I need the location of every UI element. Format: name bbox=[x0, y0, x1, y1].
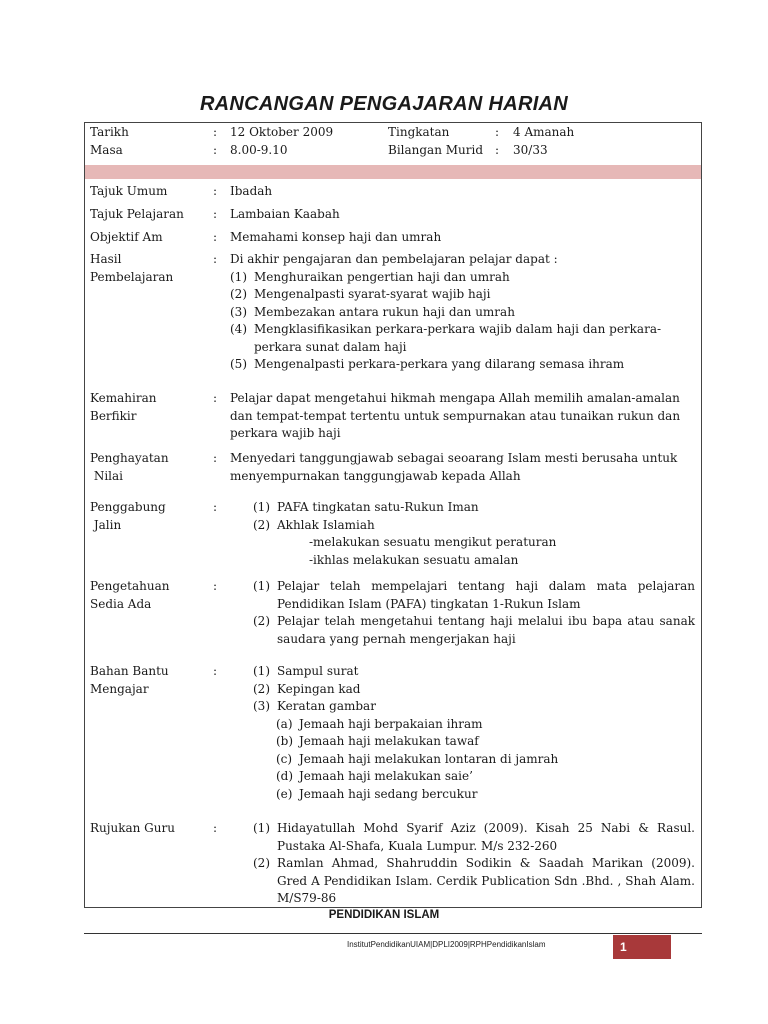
list-text: Jemaah haji berpakaian ihram bbox=[299, 716, 483, 731]
pengetahuan-label bbox=[90, 578, 212, 613]
list-marker: (c) bbox=[276, 751, 293, 766]
hasil-list bbox=[207, 269, 695, 374]
list-item bbox=[230, 681, 695, 699]
footer-subject: PENDIDIKAN ISLAM bbox=[328, 909, 440, 921]
list-marker: (b) bbox=[276, 734, 294, 748]
colon: : bbox=[213, 500, 218, 514]
hasil-label bbox=[90, 251, 212, 286]
list-item bbox=[230, 499, 695, 517]
hasil-intro: Di akhir pengajaran dan pembelajaran pelajar dapat : bbox=[230, 252, 558, 266]
penggabung-value bbox=[230, 499, 695, 569]
colon: : bbox=[495, 125, 500, 139]
list-item bbox=[230, 613, 695, 648]
list-text: Jemaah haji melakukan lontaran di jamrah bbox=[299, 751, 559, 766]
pengetahuan-value bbox=[230, 578, 695, 648]
list-marker: (2) bbox=[253, 517, 270, 532]
list-item bbox=[207, 304, 695, 322]
list-marker: (1) bbox=[253, 664, 270, 678]
tarikh-label: Tarikh bbox=[90, 125, 129, 139]
list-text: Menghuraikan pengertian haji dan umrah bbox=[254, 269, 510, 284]
list-text: Jemaah haji melakukan tawaf bbox=[299, 734, 479, 748]
colon: : bbox=[213, 125, 218, 139]
list-text: PAFA tingkatan satu-Rukun Iman bbox=[277, 500, 479, 514]
bahan-label bbox=[90, 663, 212, 698]
penggabung-label bbox=[90, 499, 212, 534]
colon: : bbox=[213, 252, 218, 266]
list-marker: (a) bbox=[276, 716, 293, 731]
tajuk-umum-value: Ibadah bbox=[230, 184, 273, 198]
bilangan-value: 30/33 bbox=[513, 143, 548, 157]
document-title: RANCANGAN PENGAJARAN HARIAN bbox=[199, 93, 569, 115]
penggabung-list bbox=[230, 499, 695, 534]
penggabung-label-line: Jalin bbox=[90, 517, 122, 532]
footer-running-text: InstitutPendidikanUIAM|DPLI2009|RPHPendidikanIslam bbox=[347, 940, 546, 949]
penghayatan-label bbox=[90, 450, 212, 485]
objektif-am-value: Memahami konsep haji dan umrah bbox=[230, 230, 442, 244]
sub-item: -melakukan sesuatu mengikut peraturan bbox=[309, 535, 557, 549]
bilangan-label: Bilangan Murid bbox=[388, 143, 484, 157]
penghayatan-label-line: Penghayatan bbox=[90, 451, 169, 465]
penghayatan-label-line: Nilai bbox=[90, 468, 123, 483]
tingkatan-value: 4 Amanah bbox=[513, 125, 575, 139]
colon: : bbox=[213, 821, 218, 835]
colon: : bbox=[213, 664, 218, 678]
list-item bbox=[207, 321, 695, 356]
kemahiran-label bbox=[90, 390, 212, 425]
page-number: 1 bbox=[613, 935, 671, 959]
list-item bbox=[230, 663, 695, 681]
list-text: Mengenalpasti syarat-syarat wajib haji bbox=[254, 287, 491, 301]
colon: : bbox=[213, 579, 218, 593]
list-item bbox=[230, 716, 695, 734]
list-item bbox=[230, 768, 695, 786]
colon: : bbox=[213, 230, 218, 244]
pengetahuan-label-line: Pengetahuan bbox=[90, 579, 170, 593]
list-marker: (5) bbox=[230, 357, 247, 371]
rujukan-label: Rujukan Guru bbox=[90, 821, 175, 835]
list-item bbox=[230, 855, 695, 908]
bahan-sublist bbox=[230, 716, 695, 804]
bahan-label-line: Bahan Bantu bbox=[90, 664, 169, 678]
tarikh-value: 12 Oktober 2009 bbox=[230, 125, 334, 139]
list-text: Akhlak Islamiah bbox=[277, 517, 375, 532]
hasil-value bbox=[230, 251, 695, 374]
pengetahuan-list bbox=[230, 578, 695, 648]
colon: : bbox=[213, 207, 218, 221]
colon: : bbox=[495, 143, 500, 157]
hasil-label-line: Pembelajaran bbox=[90, 269, 174, 284]
penghayatan-value: Menyedari tanggungjawab sebagai seoarang Islam mesti berusaha untuk menyempurnakan tanggungjawab kepada Allah bbox=[230, 451, 678, 483]
list-text: Pelajar telah mempelajari tentang haji dalam mata pelajaran Pendidikan Islam (PAFA) tingkatan 1-Rukun Islam bbox=[277, 579, 695, 611]
list-marker: (2) bbox=[253, 856, 270, 870]
list-text: Mengklasifikasikan perkara-perkara wajib dalam haji dan perkara-perkara sunat dalam haji bbox=[254, 322, 662, 354]
colon: : bbox=[213, 391, 218, 405]
list-marker: (3) bbox=[230, 304, 247, 319]
kemahiran-value: Pelajar dapat mengetahui hikmah mengapa Allah memilih amalan-amalan dan tempat-tempat tertentu untuk sempurnakan atau tunaikan rukun dan perkara wajib haji bbox=[230, 391, 681, 440]
tingkatan-label: Tingkatan bbox=[388, 125, 450, 139]
tajuk-pelajaran-value: Lambaian Kaabah bbox=[230, 207, 340, 221]
list-marker: (1) bbox=[253, 821, 270, 835]
list-marker: (1) bbox=[253, 500, 270, 514]
list-item bbox=[230, 578, 695, 613]
list-text: Jemaah haji melakukan saie’ bbox=[299, 769, 473, 783]
kemahiran-label-line: Kemahiran bbox=[90, 391, 157, 405]
list-marker: (4) bbox=[230, 322, 247, 336]
bahan-value bbox=[230, 663, 695, 803]
list-marker: (1) bbox=[253, 579, 270, 593]
list-marker: (d) bbox=[276, 769, 294, 783]
rujukan-value bbox=[230, 820, 695, 908]
tajuk-pelajaran-label: Tajuk Pelajaran bbox=[90, 207, 184, 221]
list-text: Keratan gambar bbox=[277, 699, 376, 713]
masa-label: Masa bbox=[90, 143, 123, 157]
list-text: Ramlan Ahmad, Shahruddin Sodikin & Saadah Marikan (2009). Gred A Pendidikan Islam. Cerdik Publication Sdn .Bhd. , Shah Alam. M/S79-86 bbox=[277, 856, 695, 905]
list-marker: (e) bbox=[276, 786, 293, 801]
list-item bbox=[207, 269, 695, 287]
list-marker: (3) bbox=[253, 699, 270, 713]
list-item bbox=[207, 356, 695, 374]
tajuk-umum-label: Tajuk Umum bbox=[90, 184, 168, 198]
list-text: Membezakan antara rukun haji dan umrah bbox=[254, 304, 515, 319]
list-item bbox=[230, 733, 695, 751]
penggabung-label-line: Penggabung bbox=[90, 500, 166, 514]
rujukan-list bbox=[230, 820, 695, 908]
list-marker: (2) bbox=[253, 681, 270, 696]
list-marker: (2) bbox=[253, 614, 270, 628]
list-text: Sampul surat bbox=[277, 664, 359, 678]
footer-divider bbox=[84, 933, 702, 934]
colon: : bbox=[213, 184, 218, 198]
list-item bbox=[207, 286, 695, 304]
list-item bbox=[230, 517, 695, 535]
sub-item: -ikhlas melakukan sesuatu amalan bbox=[309, 552, 519, 567]
hasil-label-line: Hasil bbox=[90, 252, 122, 266]
colon: : bbox=[213, 451, 218, 465]
list-text: Mengenalpasti perkara-perkara yang dilarang semasa ihram bbox=[254, 357, 625, 371]
list-item bbox=[230, 751, 695, 769]
lesson-plan-table bbox=[84, 122, 702, 908]
list-text: Jemaah haji sedang bercukur bbox=[299, 786, 478, 801]
list-item bbox=[230, 820, 695, 855]
list-item bbox=[230, 698, 695, 716]
bahan-label-line: Mengajar bbox=[90, 681, 149, 696]
list-marker: (2) bbox=[230, 287, 247, 301]
list-marker: (1) bbox=[230, 269, 247, 284]
bahan-list bbox=[230, 663, 695, 716]
masa-value: 8.00-9.10 bbox=[230, 143, 288, 157]
section-divider-band bbox=[85, 165, 701, 179]
list-text: Kepingan kad bbox=[277, 681, 361, 696]
objektif-am-label: Objektif Am bbox=[90, 230, 163, 244]
pengetahuan-label-line: Sedia Ada bbox=[90, 596, 152, 611]
list-text: Hidayatullah Mohd Syarif Aziz (2009). Kisah 25 Nabi & Rasul. Pustaka Al-Shafa, Kuala Lumpur. M/s 232-260 bbox=[277, 821, 695, 853]
list-item bbox=[230, 786, 695, 804]
colon: : bbox=[213, 143, 218, 157]
kemahiran-label-line: Berfikir bbox=[90, 408, 137, 423]
list-text: Pelajar telah mengetahui tentang haji melalui ibu bapa atau sanak saudara yang pernah mengerjakan haji bbox=[277, 614, 695, 646]
